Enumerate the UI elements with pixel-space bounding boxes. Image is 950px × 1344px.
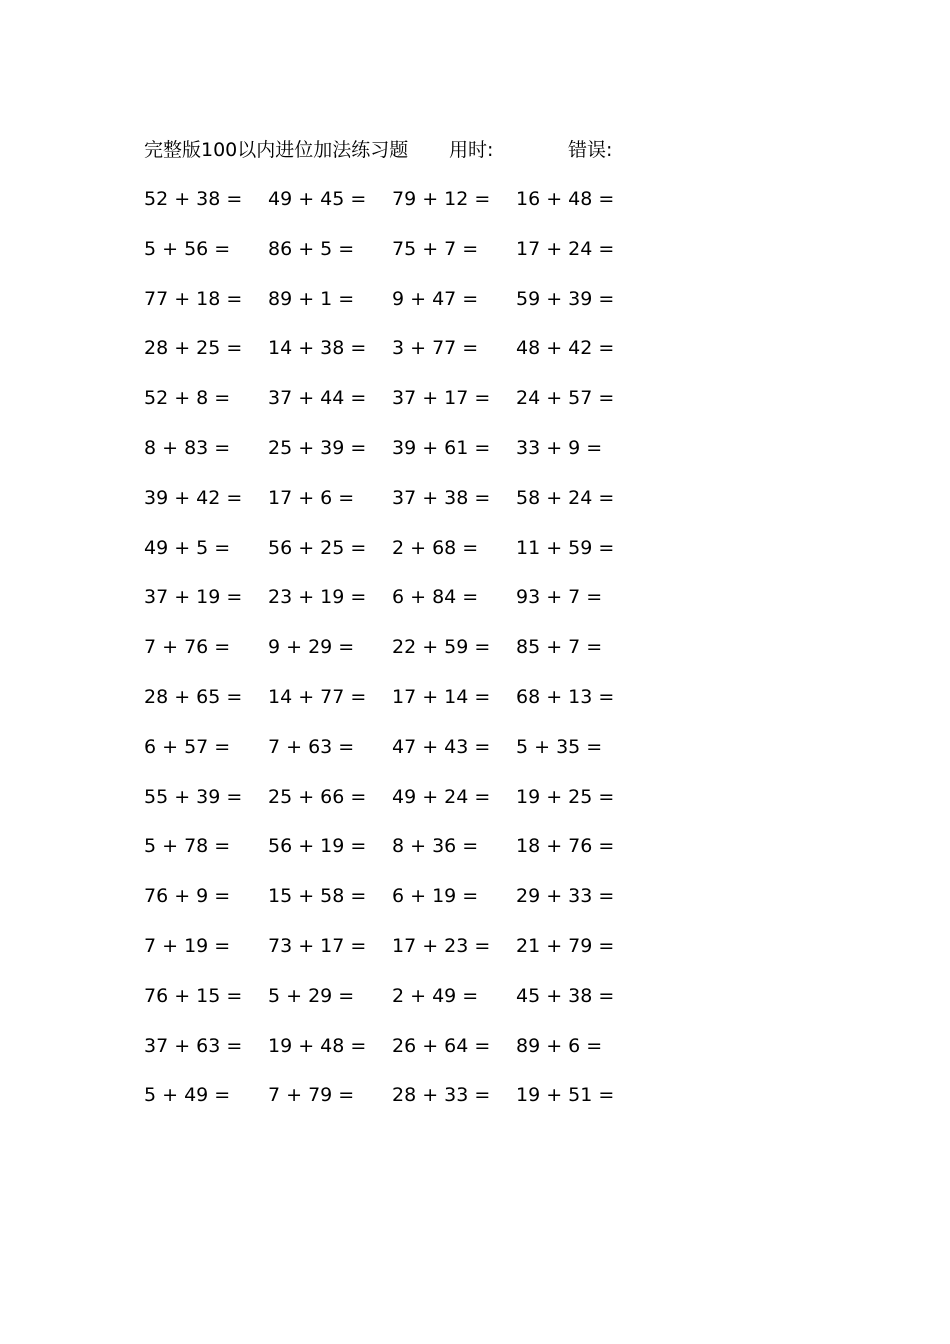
problem-item: 29 + 33 = [516,885,615,907]
problem-item: 5 + 56 = [144,238,231,260]
problem-item: 3 + 77 = [392,337,479,359]
problem-item: 7 + 76 = [144,636,231,658]
problem-item: 56 + 25 = [268,537,367,559]
problem-item: 37 + 38 = [392,487,491,509]
problem-item: 19 + 51 = [516,1084,615,1106]
problem-item: 33 + 9 = [516,437,603,459]
problem-item: 89 + 1 = [268,288,355,310]
problem-item: 17 + 14 = [392,686,491,708]
problem-item: 49 + 24 = [392,786,491,808]
problem-item: 39 + 42 = [144,487,243,509]
problem-item: 21 + 79 = [516,935,615,957]
problem-item: 79 + 12 = [392,188,491,210]
problem-item: 11 + 59 = [516,537,615,559]
problem-item: 25 + 66 = [268,786,367,808]
error-label: 错误: [568,139,613,161]
problem-item: 85 + 7 = [516,636,603,658]
problem-item: 86 + 5 = [268,238,355,260]
problem-item: 8 + 83 = [144,437,231,459]
problem-item: 73 + 17 = [268,935,367,957]
problem-item: 37 + 44 = [268,387,367,409]
problem-item: 2 + 68 = [392,537,479,559]
problem-item: 15 + 58 = [268,885,367,907]
problem-item: 68 + 13 = [516,686,615,708]
problem-item: 9 + 47 = [392,288,479,310]
problem-item: 16 + 48 = [516,188,615,210]
problem-item: 76 + 9 = [144,885,231,907]
problem-item: 28 + 33 = [392,1084,491,1106]
problem-item: 52 + 8 = [144,387,231,409]
problem-item: 14 + 77 = [268,686,367,708]
problem-item: 58 + 24 = [516,487,615,509]
problem-item: 28 + 65 = [144,686,243,708]
problem-item: 5 + 78 = [144,835,231,857]
problem-item: 5 + 29 = [268,985,355,1007]
problem-item: 18 + 76 = [516,835,615,857]
problem-item: 9 + 29 = [268,636,355,658]
problem-item: 6 + 19 = [392,885,479,907]
problem-item: 2 + 49 = [392,985,479,1007]
problem-item: 75 + 7 = [392,238,479,260]
problem-item: 25 + 39 = [268,437,367,459]
problem-item: 7 + 63 = [268,736,355,758]
problem-item: 49 + 45 = [268,188,367,210]
problem-item: 23 + 19 = [268,586,367,608]
problem-item: 93 + 7 = [516,586,603,608]
problem-item: 5 + 49 = [144,1084,231,1106]
problem-item: 28 + 25 = [144,337,243,359]
problem-item: 19 + 48 = [268,1035,367,1057]
problem-item: 8 + 36 = [392,835,479,857]
problem-item: 45 + 38 = [516,985,615,1007]
worksheet-title: 完整版100以内进位加法练习题 [144,139,409,161]
problem-item: 48 + 42 = [516,337,615,359]
problem-item: 14 + 38 = [268,337,367,359]
problem-item: 6 + 84 = [392,586,479,608]
problem-item: 52 + 38 = [144,188,243,210]
problem-item: 19 + 25 = [516,786,615,808]
problem-item: 37 + 63 = [144,1035,243,1057]
problem-item: 59 + 39 = [516,288,615,310]
problem-item: 22 + 59 = [392,636,491,658]
problem-item: 39 + 61 = [392,437,491,459]
problem-item: 7 + 19 = [144,935,231,957]
problem-item: 56 + 19 = [268,835,367,857]
problem-item: 26 + 64 = [392,1035,491,1057]
problem-item: 37 + 19 = [144,586,243,608]
problem-item: 7 + 79 = [268,1084,355,1106]
problem-item: 77 + 18 = [144,288,243,310]
problem-item: 37 + 17 = [392,387,491,409]
problem-item: 47 + 43 = [392,736,491,758]
problem-item: 6 + 57 = [144,736,231,758]
problem-item: 17 + 23 = [392,935,491,957]
problem-item: 17 + 24 = [516,238,615,260]
problem-item: 76 + 15 = [144,985,243,1007]
problem-item: 55 + 39 = [144,786,243,808]
problem-item: 49 + 5 = [144,537,231,559]
problem-item: 5 + 35 = [516,736,603,758]
problem-item: 89 + 6 = [516,1035,603,1057]
problem-item: 24 + 57 = [516,387,615,409]
problem-item: 17 + 6 = [268,487,355,509]
time-label: 用时: [449,139,494,161]
